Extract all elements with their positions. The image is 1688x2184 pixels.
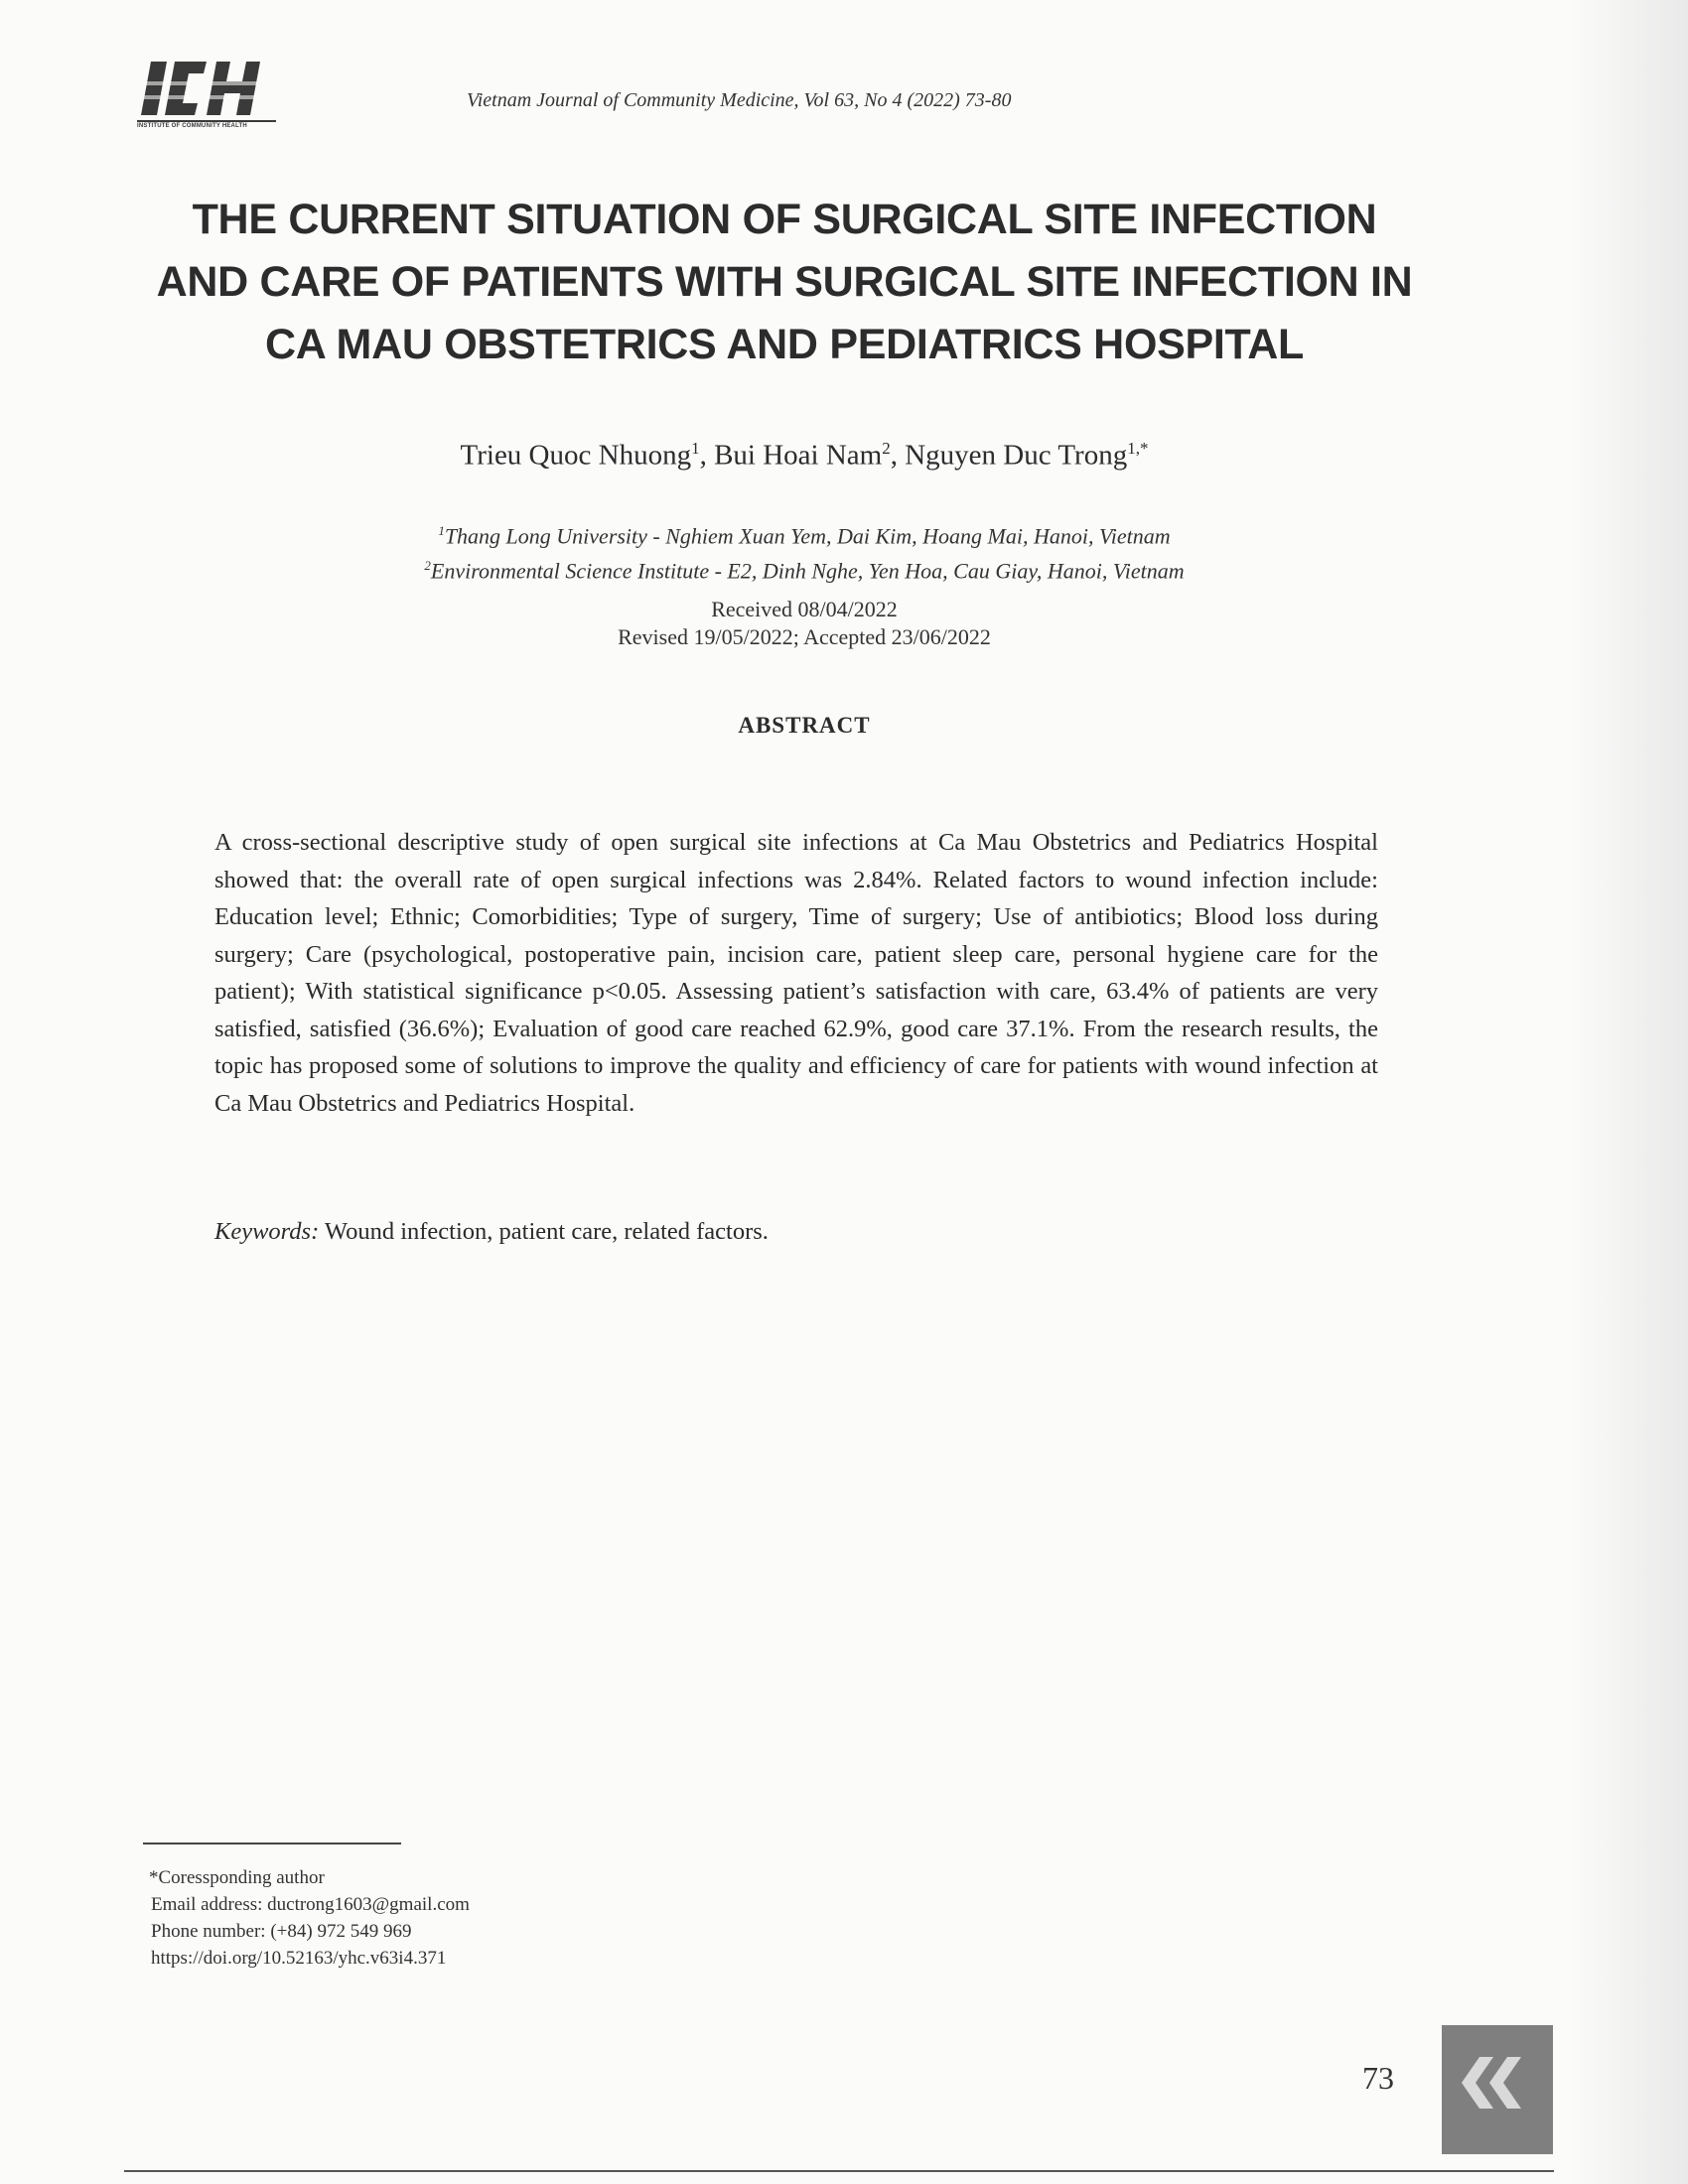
affiliation-line: $^2$Environmental Science Institute - E2, Dinh Nghe, Yen Hoa, Cau Giay, Hanoi, Vietnam <box>424 558 1185 584</box>
keywords <box>214 1218 769 1246</box>
author-affiliation-mark: 1 <box>691 439 700 458</box>
author-name: Nguyen Duc Trong <box>905 439 1128 472</box>
article-dates <box>0 596 1609 651</box>
page-edge-shade <box>1569 0 1688 2184</box>
article-doi: https://doi.org/10.52163/yhc.v63i4.371 <box>151 1948 447 1969</box>
title-line: THE CURRENT SITUATION OF SURGICAL SITE INFECTION <box>192 196 1377 243</box>
logo-subtitle: INSTITUTE OF COMMUNITY HEALTH <box>137 120 276 129</box>
title-line: AND CARE OF PATIENTS WITH SURGICAL SITE INFECTION IN <box>156 258 1413 306</box>
abstract-heading: ABSTRACT <box>738 713 871 738</box>
author-email: Email address: ductrong1603@gmail.com <box>151 1894 470 1915</box>
affiliations <box>0 516 1609 587</box>
journal-citation: Vietnam Journal of Community Medicine, Vol 63, No 4 (2022) 73-80 <box>467 89 1012 111</box>
corresponding-author-note: *Coressponding author <box>149 1867 325 1888</box>
author-affiliation-mark: 1,* <box>1127 439 1149 458</box>
double-chevron-left-icon <box>1450 2053 1539 2113</box>
footnote-divider <box>143 1843 401 1844</box>
abstract-text: A cross-sectional descriptive study of open surgical site infections at Ca Mau Obstetrics and Pediatrics Hospital showed that: the overall rate of open surgical infections was 2.84%. Related factors to wound infection include: Education level; Ethnic; Comorbidities; Type of surgery, Time of surgery; Use of antibiotics; Blood loss during surgery; Care (psychological, postoperative pain, incision care, patient sleep care, personal hygiene care for the patient); With statistical significance p<0.05. Assessing patient’s satisfaction with care, 63.4% of patients are very satisfied, satisfied (36.6%); Evaluation of good care reached 62.9%, good care 37.1%. From the research results, the topic has proposed some of solutions to improve the quality and efficiency of care for patients with wound infection at Ca Mau Obstetrics and Pediatrics Hospital. <box>214 829 1378 1117</box>
keywords-label: Keywords: <box>214 1218 320 1245</box>
journal-logo <box>137 58 276 137</box>
author-name: Trieu Quoc Nhuong <box>460 439 692 472</box>
affiliation-line: $^1$Thang Long University - Nghiem Xuan Yem, Dai Kim, Hoang Mai, Hanoi, Vietnam <box>438 523 1171 549</box>
article-title <box>99 189 1470 376</box>
page-number: 73 <box>1362 2060 1394 2096</box>
keywords-text: Wound infection, patient care, related factors. <box>319 1218 769 1245</box>
revised-accepted-date: Revised 19/05/2022; Accepted 23/06/2022 <box>618 624 991 649</box>
author-phone: Phone number: (+84) 972 549 969 <box>151 1921 412 1942</box>
title-line: CA MAU OBSTETRICS AND PEDIATRICS HOSPITAL <box>265 321 1304 368</box>
author-name: Bui Hoai Nam <box>714 439 883 472</box>
footnote <box>149 1864 470 1972</box>
author-list: Trieu Quoc Nhuong$^1$, Bui Hoai Nam$^2$, Nguyen Duc Trong$^{1,*}$ <box>460 439 1149 472</box>
bottom-rule <box>124 2170 1554 2172</box>
logo-mark-icon <box>137 58 276 119</box>
page-corner-tab <box>1442 2025 1553 2154</box>
author-affiliation-mark: 2 <box>882 439 891 458</box>
received-date: Received 08/04/2022 <box>711 597 898 621</box>
